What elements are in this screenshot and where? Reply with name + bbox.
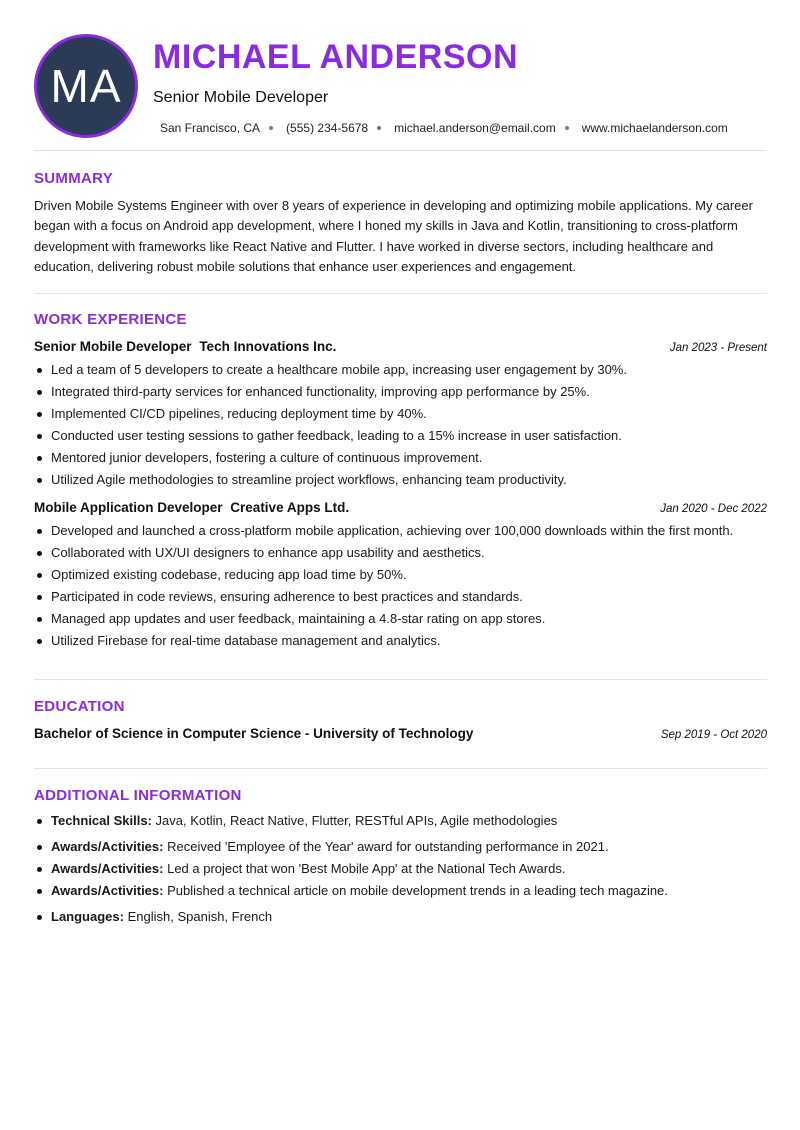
list-item: Integrated third-party services for enhanced functionality, improving app performance by 25%.: [34, 381, 767, 403]
candidate-role: Senior Mobile Developer: [153, 89, 329, 106]
list-item: Mentored junior developers, fostering a culture of continuous improvement.: [34, 447, 767, 469]
avatar: [34, 34, 138, 138]
candidate-name: MICHAEL ANDERSON: [153, 38, 519, 76]
summary-section: [34, 151, 767, 293]
list-item: Led a team of 5 developers to create a healthcare mobile app, increasing user engagement by 30%.: [34, 359, 767, 381]
list-item: Developed and launched a cross-platform mobile application, achieving over 100,000 downloads within the first month.: [34, 520, 767, 542]
list-item: Utilized Agile methodologies to streamline project workflows, enhancing team productivity.: [34, 469, 767, 491]
item-label: Awards/Activities:: [51, 839, 164, 855]
contact-website[interactable]: www.michaelanderson.com: [581, 121, 728, 135]
job-entry: [34, 339, 767, 491]
item-label: Awards/Activities:: [51, 861, 164, 877]
experience-heading: WORK EXPERIENCE: [34, 311, 187, 329]
contact-bar: [160, 121, 728, 135]
list-item: Conducted user testing sessions to gather feedback, leading to a 15% increase in user satisfaction.: [34, 425, 767, 447]
job-dates: Jan 2020 - Dec 2022: [660, 503, 767, 516]
list-item: [34, 836, 767, 858]
item-text: Java, Kotlin, React Native, Flutter, RESTful APIs, Agile methodologies: [155, 813, 558, 829]
education-section: [34, 680, 767, 768]
job-dates: Jan 2023 - Present: [669, 342, 767, 355]
contact-location: San Francisco, CA: [160, 121, 261, 135]
separator-dot-icon: [269, 126, 273, 130]
item-label: Languages:: [51, 909, 124, 925]
experience-section: [34, 294, 767, 679]
job-role: Mobile Application Developer: [34, 500, 223, 516]
item-text: Led a project that won 'Best Mobile App' at the National Tech Awards.: [167, 861, 566, 877]
list-item: Collaborated with UX/UI designers to enhance app usability and aesthetics.: [34, 542, 767, 564]
additional-list: [34, 810, 767, 928]
list-item: [34, 880, 767, 902]
item-text: Published a technical article on mobile development trends in a leading tech magazine.: [167, 883, 668, 899]
summary-text: Driven Mobile Systems Engineer with over 8 years of experience in developing and optimizing mobile applications. My career began with a focus on Android app development, where I honed my skills in Java and Kotlin, transitioning to cross-platform development with frameworks like React Native and Flutter. I have worked in diverse sectors, including healthcare and education, delivering robust mobile solutions that enhance user experiences and engagement.: [34, 198, 753, 274]
education-entry: [34, 726, 767, 741]
item-text: English, Spanish, French: [127, 909, 273, 925]
separator-dot-icon: [565, 126, 569, 130]
item-label: Technical Skills:: [51, 813, 152, 829]
job-entry: [34, 500, 767, 652]
resume-header: [34, 0, 767, 150]
job-company: Tech Innovations Inc.: [199, 339, 337, 355]
list-item: [34, 858, 767, 880]
additional-section: [34, 769, 767, 928]
item-text: Received 'Employee of the Year' award for outstanding performance in 2021.: [167, 839, 609, 855]
list-item: [34, 906, 767, 928]
list-item: Utilized Firebase for real-time database management and analytics.: [34, 630, 767, 652]
list-item: [34, 810, 767, 832]
job-bullets: [34, 520, 767, 652]
job-header: [34, 339, 767, 354]
contact-phone[interactable]: (555) 234-5678: [286, 121, 369, 135]
list-item: Implemented CI/CD pipelines, reducing deployment time by 40%.: [34, 403, 767, 425]
list-item: Participated in code reviews, ensuring adherence to best practices and standards.: [34, 586, 767, 608]
separator-dot-icon: [377, 126, 381, 130]
additional-heading: ADDITIONAL INFORMATION: [34, 787, 242, 805]
education-degree: Bachelor of Science in Computer Science - University of Technology: [34, 726, 474, 742]
job-title-line: [34, 339, 336, 354]
job-role: Senior Mobile Developer: [34, 339, 192, 355]
item-label: Awards/Activities:: [51, 883, 164, 899]
job-title-line: [34, 500, 349, 515]
contact-email[interactable]: michael.anderson@email.com: [394, 121, 556, 135]
job-header: [34, 500, 767, 515]
resume-page: [34, 0, 767, 928]
job-bullets: [34, 359, 767, 491]
education-heading: EDUCATION: [34, 698, 125, 716]
list-item: Optimized existing codebase, reducing app load time by 50%.: [34, 564, 767, 586]
summary-heading: SUMMARY: [34, 170, 114, 187]
list-item: Managed app updates and user feedback, maintaining a 4.8-star rating on app stores.: [34, 608, 767, 630]
education-dates: Sep 2019 - Oct 2020: [660, 729, 767, 742]
avatar-initials: MA: [50, 60, 122, 112]
job-company: Creative Apps Ltd.: [230, 500, 350, 516]
